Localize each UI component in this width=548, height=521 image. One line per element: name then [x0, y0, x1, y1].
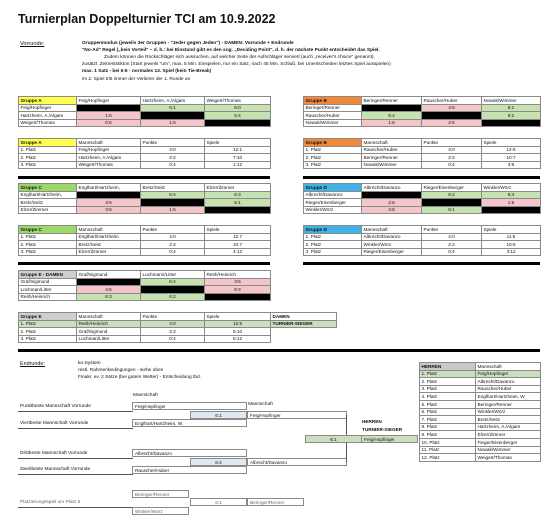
section-divider — [18, 262, 270, 265]
standings-games: 4:12 — [205, 248, 271, 256]
standings-team: Rieger/Eisenberger — [362, 248, 422, 256]
ranking-team: Albrecht/Davanzo — [476, 378, 541, 386]
standings-place: 3. Platz — [304, 248, 362, 256]
vorrunde-line: zusätzl. Zeitreststikton (Start jeweils "um", max. 5 Min. Einspielen, nur ein Satz, nach 45 Min. Schluß, bei Unentschieden letztes Spiel ausspielen) — [82, 62, 391, 67]
matrix-header: Bretz/Seitz — [141, 184, 205, 192]
ranking-team: Nowak/Wimmer — [476, 446, 541, 454]
matrix-header: Rauscher/Huber — [422, 97, 482, 105]
matrix-row-team: Hartzheim, A./Algam — [19, 112, 77, 120]
ranking-place: 8. Platz — [420, 423, 476, 431]
group-d-label: Gruppe D — [304, 226, 362, 234]
bracket-team: Winkler/Wörz — [132, 507, 189, 515]
matrix-score: 6:4 — [362, 112, 422, 120]
standings-header: Spiele — [482, 226, 541, 234]
standings-header: Mannschaft — [77, 313, 141, 321]
matrix-row-team: Reith/Heinrich — [19, 293, 77, 301]
matrix-score: 4:6 — [77, 199, 141, 207]
ranking-place: 9. Platz — [420, 431, 476, 439]
seed-label: Viertbeste Mannschaft Vorrunde — [20, 421, 89, 426]
matrix-row-team: Weigert/Thomas — [19, 119, 77, 127]
matrix-score: 6:2 — [482, 112, 541, 120]
matrix-score: 6:4 — [205, 112, 271, 120]
bracket-score: 6:1 — [190, 411, 247, 419]
matrix-score: 2:6 — [362, 199, 422, 207]
standings-games: 9:10 — [205, 328, 271, 336]
matrix-header: Weigert/Thomas — [205, 97, 271, 105]
damen-winner-label: TURNIER-SIEGER — [271, 320, 337, 328]
standings-points: 4:0 — [141, 146, 205, 154]
group-a-matrix — [18, 96, 271, 127]
final-header: HERREN — [362, 419, 382, 424]
matrix-score: 4:6 — [422, 104, 482, 112]
standings-place: 1. Platz — [19, 146, 77, 154]
bracket-team: Feig/Hopfinger — [132, 402, 247, 410]
standings-games: 12:6 — [482, 146, 541, 154]
matrix-header: Feig/Hopfinger — [77, 97, 141, 105]
standings-team: Nowak/Wimmer — [362, 161, 422, 169]
matrix-header: Nowak/Wimmer — [482, 97, 541, 105]
matrix-header: Reith/Heinrich — [205, 271, 271, 279]
seed-label: Punktbeste Mannschaft Vorrunde — [20, 404, 91, 409]
endrunde-mode: ko-System — [78, 361, 101, 366]
matrix-score: 6:1 — [141, 104, 205, 112]
ranking-place: 11. Platz — [420, 446, 476, 454]
standings-points: 0:4 — [141, 248, 205, 256]
matrix-self-cell — [482, 206, 541, 214]
ranking-place: 2. Platz — [420, 378, 476, 386]
vorrunde-label: Vorrunde: — [20, 41, 45, 47]
bracket-team: Beringer/Renner — [132, 490, 189, 498]
matrix-row-team: Nowak/Wimmer — [304, 119, 362, 127]
standings-place: 1. Platz — [19, 233, 77, 241]
ranking-team: Winkler/Wörz — [476, 408, 541, 416]
matrix-row-team: Albrecht/Davanzo — [304, 191, 362, 199]
standings-games: 12:1 — [205, 146, 271, 154]
ranking-team: Beringer/Renner — [476, 400, 541, 408]
bracket-team: Feig/Hopfinger — [247, 411, 347, 419]
bracket-line — [18, 458, 133, 459]
ranking-team: Hartzheim, A./Algam — [476, 423, 541, 431]
standings-points: 4:0 — [422, 146, 482, 154]
bracket-line — [18, 428, 133, 429]
ranking-team: Weigert/Thomas — [476, 454, 541, 462]
group-e-matrix — [18, 270, 271, 301]
seed-label: Drittbeste Mannschaft Vorrunde — [20, 451, 88, 456]
standings-place: 1. Platz — [304, 233, 362, 241]
standings-header: Mannschaft — [362, 139, 422, 147]
matrix-header: Albrecht/Davanzo — [362, 184, 422, 192]
group-b-matrix — [303, 96, 541, 127]
standings-points: 4:0 — [141, 233, 205, 241]
standings-place: 2. Platz — [304, 154, 362, 162]
matrix-header: Englhart/Hartzheim, — [77, 184, 141, 192]
matrix-score: 1:6 — [141, 206, 205, 214]
standings-games: 3:6 — [482, 161, 541, 169]
standings-games: 10:7 — [482, 154, 541, 162]
matrix-header: Elzer/Zimmer — [205, 184, 271, 192]
matrix-self-cell — [422, 112, 482, 120]
matrix-self-cell — [205, 119, 271, 127]
standings-points: 2:2 — [422, 154, 482, 162]
group-d-label: Gruppe D — [304, 184, 362, 192]
seed-label: Platzierungsspiel um Platz 5 — [20, 500, 81, 505]
group-d-standings — [303, 225, 541, 256]
standings-points: 4:0 — [422, 233, 482, 241]
standings-points: 0:4 — [141, 335, 205, 343]
standings-points: 0:4 — [141, 161, 205, 169]
standings-place: 2. Platz — [19, 328, 77, 336]
matrix-header: Hartzheim, A./Algam — [141, 97, 205, 105]
endrunde-label: Endrunde: — [20, 361, 45, 367]
standings-place: 3. Platz — [19, 248, 77, 256]
vorrunde-line: im 2. Spiel tritt immer der Verlierer der 1. Runde an — [82, 77, 191, 82]
matrix-self-cell — [141, 286, 205, 294]
group-d-matrix — [303, 183, 541, 214]
group-a-label: Gruppe A — [19, 139, 77, 147]
matrix-header: Winkler/Wörz — [482, 184, 541, 192]
ranking-team: Elzer/Zimmer — [476, 431, 541, 439]
matrix-score: 1:6 — [482, 199, 541, 207]
matrix-score: 6:1 — [482, 104, 541, 112]
matrix-self-cell — [77, 278, 141, 286]
ranking-place: 6. Platz — [420, 408, 476, 416]
standings-header: Spiele — [205, 139, 271, 147]
ranking-place: 4. Platz — [420, 393, 476, 401]
matrix-score: 1:6 — [141, 119, 205, 127]
standings-games: 3:12 — [482, 248, 541, 256]
bracket-team: Albrecht/Davanzo — [132, 449, 247, 457]
standings-team: Beringer/Renner — [362, 154, 422, 162]
standings-header: Mannschaft — [77, 139, 141, 147]
endrunde-line: Finale: ev. 2 Sätze (bei gutem Wetter) - Entscheidung tbd. — [78, 375, 202, 380]
matrix-self-cell — [77, 191, 141, 199]
bracket-team: Rauscher/Huber — [132, 466, 247, 474]
standings-games: 12:7 — [205, 233, 271, 241]
matrix-row-team: Lochman/Litter — [19, 286, 77, 294]
standings-header: Mannschaft — [362, 226, 422, 234]
bracket-team: Englhart/Hartzheim, W. — [132, 419, 247, 427]
standings-games: 10:7 — [205, 241, 271, 249]
matrix-row-team: Elzer/Zimmer — [19, 206, 77, 214]
matrix-score: 6:2 — [141, 293, 205, 301]
ranking-place: 10. Platz — [420, 438, 476, 446]
matrix-header: Graf/Sigmund — [77, 271, 141, 279]
standings-team: Reith/Heinrich — [77, 320, 141, 328]
empty-cell — [271, 335, 337, 343]
ranking-place: 5. Platz — [420, 400, 476, 408]
group-c-standings — [18, 225, 271, 256]
matrix-self-cell — [77, 104, 141, 112]
seed-label: Zweitbeste Mannschaft Vorrunde — [20, 467, 91, 472]
standings-place: 3. Platz — [304, 161, 362, 169]
bracket-line — [18, 474, 133, 475]
matrix-score: 3:6 — [77, 206, 141, 214]
standings-place: 2. Platz — [19, 154, 77, 162]
bracket-header: Mannschaft — [248, 402, 273, 407]
standings-header: Spiele — [482, 139, 541, 147]
ranking-team: Fieger/Eisenberger — [476, 438, 541, 446]
standings-games: 11:6 — [482, 233, 541, 241]
standings-place: 3. Platz — [19, 335, 77, 343]
matrix-self-cell — [141, 112, 205, 120]
matrix-self-cell — [422, 199, 482, 207]
ranking-place: 7. Platz — [420, 416, 476, 424]
standings-points: 2:2 — [141, 154, 205, 162]
standings-header: Punkte — [141, 139, 205, 147]
matrix-row-team: Beringer/Renner — [304, 104, 362, 112]
standings-team: Elzer/Zimmer — [77, 248, 141, 256]
standings-points: 2:2 — [141, 328, 205, 336]
standings-place: 3. Platz — [19, 161, 77, 169]
matrix-row-team: Graf/Sigmund — [19, 278, 77, 286]
matrix-self-cell — [482, 119, 541, 127]
matrix-score: 6:1 — [205, 199, 271, 207]
matrix-score: 1:6 — [77, 112, 141, 120]
standings-games: 12:5 — [205, 320, 271, 328]
matrix-score: 6:3 — [205, 286, 271, 294]
matrix-score: 6:4 — [141, 191, 205, 199]
standings-place: 1. Platz — [19, 320, 77, 328]
standings-games: 6:12 — [205, 335, 271, 343]
ranking-header: HERREN — [420, 363, 476, 371]
ranking-header: Mannschaft — [476, 363, 541, 371]
standings-header: Punkte — [141, 226, 205, 234]
group-a-label: Gruppe A — [19, 97, 77, 105]
matrix-self-cell — [141, 199, 205, 207]
standings-place: 2. Platz — [304, 241, 362, 249]
matrix-header: Beringer/Renner — [362, 97, 422, 105]
standings-header: Punkte — [422, 139, 482, 147]
matrix-score: 1:6 — [362, 119, 422, 127]
group-a-standings — [18, 138, 271, 169]
matrix-score: 6:2 — [422, 191, 482, 199]
matrix-row-team: Rieger/Eisenberger — [304, 199, 362, 207]
group-c-matrix — [18, 183, 271, 214]
matrix-self-cell — [362, 191, 422, 199]
matrix-score: 6:0 — [205, 104, 271, 112]
standings-header: Mannschaft — [77, 226, 141, 234]
matrix-score: 4:5 — [362, 206, 422, 214]
group-b-label: Gruppe B — [304, 139, 362, 147]
group-e-label: Gruppe E — [19, 313, 77, 321]
damen-header: DAMEN — [271, 313, 337, 321]
vorrunde-line: max. 1 Satz - bei 6:6 - normales 13. Spiel (kein Tie-Break) — [82, 69, 212, 74]
section-divider — [18, 349, 540, 352]
final-winner: Feig/Hopfinger — [361, 435, 418, 443]
matrix-score: 3:6 — [205, 278, 271, 286]
ranking-team: Bretz/Seitz — [476, 416, 541, 424]
standings-team: Feig/Hopfinger — [77, 146, 141, 154]
standings-header: Spiele — [205, 313, 271, 321]
standings-header: Punkte — [141, 313, 205, 321]
matrix-score: 0:6 — [77, 119, 141, 127]
standings-team: Lochman/Litter — [77, 335, 141, 343]
bracket-team: Beringer/Renner — [247, 498, 304, 506]
matrix-row-team: Bretz/Seitz — [19, 199, 77, 207]
group-c-label: Gruppe C — [19, 226, 77, 234]
bracket-header: Mannschaft — [133, 393, 158, 398]
standings-points: 4:0 — [141, 320, 205, 328]
final-header: TURNIER-SIEGER — [362, 427, 403, 432]
standings-games: 1:12 — [205, 161, 271, 169]
standings-games: 10:6 — [482, 241, 541, 249]
matrix-score: 6:4 — [141, 278, 205, 286]
standings-team: Winkler/Wörz — [362, 241, 422, 249]
standings-team: Bretz/Seitz — [77, 241, 141, 249]
matrix-row-team: Feig/Hopfinger — [19, 104, 77, 112]
matrix-row-team: Rauscher/Huber — [304, 112, 362, 120]
vorrunde-line: "No-Ad" Regel („kein Vorteil" – d. h.: bei Einstand gibt es den sog. „Deciding Point", d. h. der nächste Punkt entscheidet das Spiel. — [82, 48, 380, 53]
group-e-standings — [18, 312, 337, 343]
vorrunde-line: Zudem können die Rückschläger sich aussuchen, auf welcher Seite der Aufschläger serviert (auch „receiver's choice" genannt). — [104, 55, 375, 60]
endrunde-line: restl. Rahmenbedingungen - siehe oben — [78, 368, 164, 373]
bracket-team: Albrecht/Davanzo — [247, 458, 347, 466]
herren-ranking — [419, 362, 541, 462]
matrix-score: 6:1 — [422, 206, 482, 214]
standings-points: 0:4 — [422, 248, 482, 256]
empty-cell — [271, 328, 337, 336]
matrix-row-team: Englhart/Hartzheim, — [19, 191, 77, 199]
standings-team: Graf/Sigmund — [77, 328, 141, 336]
group-b-label: Gruppe B — [304, 97, 362, 105]
page-title: Turnierplan Doppelturnier TCI am 10.9.2022 — [18, 12, 276, 26]
standings-team: Englhart/Hartzheim — [77, 233, 141, 241]
matrix-self-cell — [205, 206, 271, 214]
matrix-self-cell — [362, 104, 422, 112]
ranking-team: Rauscher/Huber — [476, 385, 541, 393]
ranking-team: Feig/Hopfinger — [476, 370, 541, 378]
ranking-team: Englhart/Hartzheim, W — [476, 393, 541, 401]
matrix-score: 2:6 — [422, 119, 482, 127]
standings-place: 1. Platz — [304, 146, 362, 154]
standings-points: 2:2 — [141, 241, 205, 249]
standings-place: 2. Platz — [19, 241, 77, 249]
bracket-score: 6:1 — [190, 498, 247, 506]
standings-header: Spiele — [205, 226, 271, 234]
group-b-standings — [303, 138, 541, 169]
section-divider — [303, 176, 540, 179]
group-c-label: Gruppe C — [19, 184, 77, 192]
ranking-place: 1. Platz — [420, 370, 476, 378]
ranking-place: 3. Platz — [420, 385, 476, 393]
standings-team: Hartzheim, A./Algam — [77, 154, 141, 162]
matrix-self-cell — [205, 293, 271, 301]
matrix-score: 5:4 — [482, 191, 541, 199]
standings-team: Albrecht/Davanzo — [362, 233, 422, 241]
standings-header: Punkte — [422, 226, 482, 234]
final-score: 6:1 — [305, 435, 362, 443]
matrix-score: 4:6 — [77, 286, 141, 294]
bracket-line — [18, 411, 133, 412]
standings-points: 0:4 — [422, 161, 482, 169]
standings-points: 2:2 — [422, 241, 482, 249]
standings-games: 7:10 — [205, 154, 271, 162]
section-divider — [303, 262, 540, 265]
section-divider — [18, 176, 270, 179]
matrix-header: Lochmann/Litter — [141, 271, 205, 279]
bracket-score: 6:4 — [190, 458, 247, 466]
matrix-score: 6:3 — [205, 191, 271, 199]
vorrunde-line: Gruppenmodus (jeweils 3er Gruppen - "Jeder gegen Jeden") - DAMEN: Vorrunde + Endrunde — [82, 41, 294, 46]
standings-team: Weigert/Thomas — [77, 161, 141, 169]
group-e-label: Gruppe E - DAMEN — [19, 271, 77, 279]
bracket-line — [18, 507, 133, 508]
matrix-score: 6:3 — [77, 293, 141, 301]
ranking-place: 12. Platz — [420, 454, 476, 462]
matrix-header: Rieger/Eisenberger — [422, 184, 482, 192]
matrix-row-team: Winkler/Wörz — [304, 206, 362, 214]
standings-team: Rauscher/Huber — [362, 146, 422, 154]
